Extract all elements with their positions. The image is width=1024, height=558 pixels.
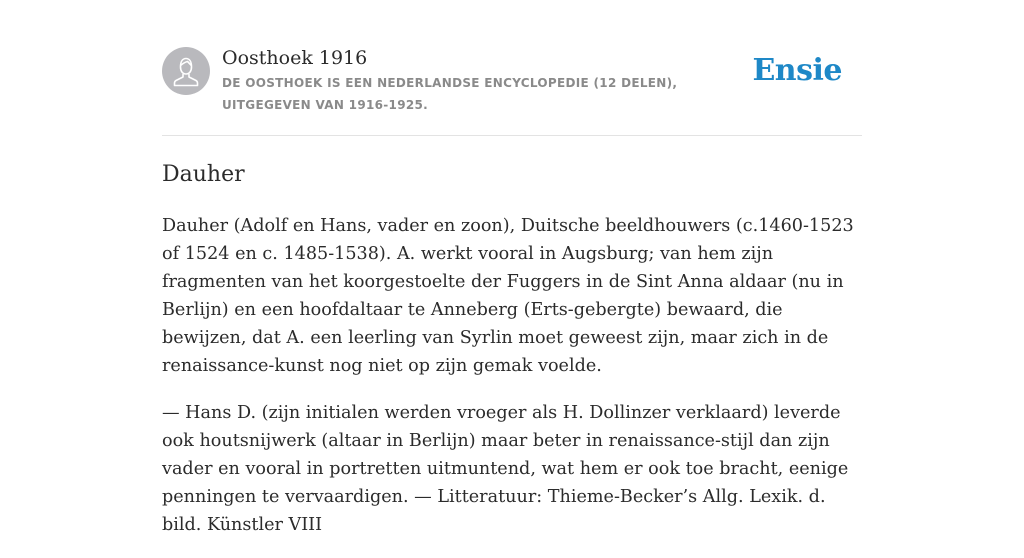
source-title[interactable]: Oosthoek 1916 xyxy=(222,47,368,69)
entry-paragraph: Dauher (Adolf en Hans, vader en zoon), Duitsche beeldhouwers (c.1460-1523 of 1524 en c. 1485-1538). A. werkt vooral in Augsburg; van hem zijn fragmenten van het koorgestoelte der Fuggers in de Sint Anna aldaar (nu in Berlijn) en een hoofdaltaar te Anneberg (Erts-gebergte) bewaard, die bewijzen, dat A. een leerling van Syrlin moet geweest zijn, maar zich in de renaissance-kunst nog niet op zijn gemak voelde. xyxy=(162,216,854,376)
entry-paragraph: — Hans D. (zijn initialen werden vroeger als H. Dollinzer verklaard) leverde ook houtsnijwerk (altaar in Berlijn) maar beter in renaissance-stijl dan zijn vader en vooral in portretten uitmuntend, wat hem er ook toe bracht, eenige penningen te vervaardigen. — Litteratuur: Thieme-Becker’s Allg. Lexik. d. bild. Künstler VIII xyxy=(162,403,849,535)
avatar[interactable] xyxy=(162,47,210,95)
source-header xyxy=(162,46,862,136)
user-silhouette-icon xyxy=(162,47,210,95)
divider xyxy=(162,135,862,136)
brand-logo[interactable]: Ensie xyxy=(752,53,842,88)
entry-title: Dauher xyxy=(162,162,245,187)
source-description: DE OOSTHOEK IS EEN NEDERLANDSE ENCYCLOPEDIE (12 DELEN), UITGEGEVEN VAN 1916-1925. xyxy=(222,76,678,112)
entry-body xyxy=(162,212,864,558)
